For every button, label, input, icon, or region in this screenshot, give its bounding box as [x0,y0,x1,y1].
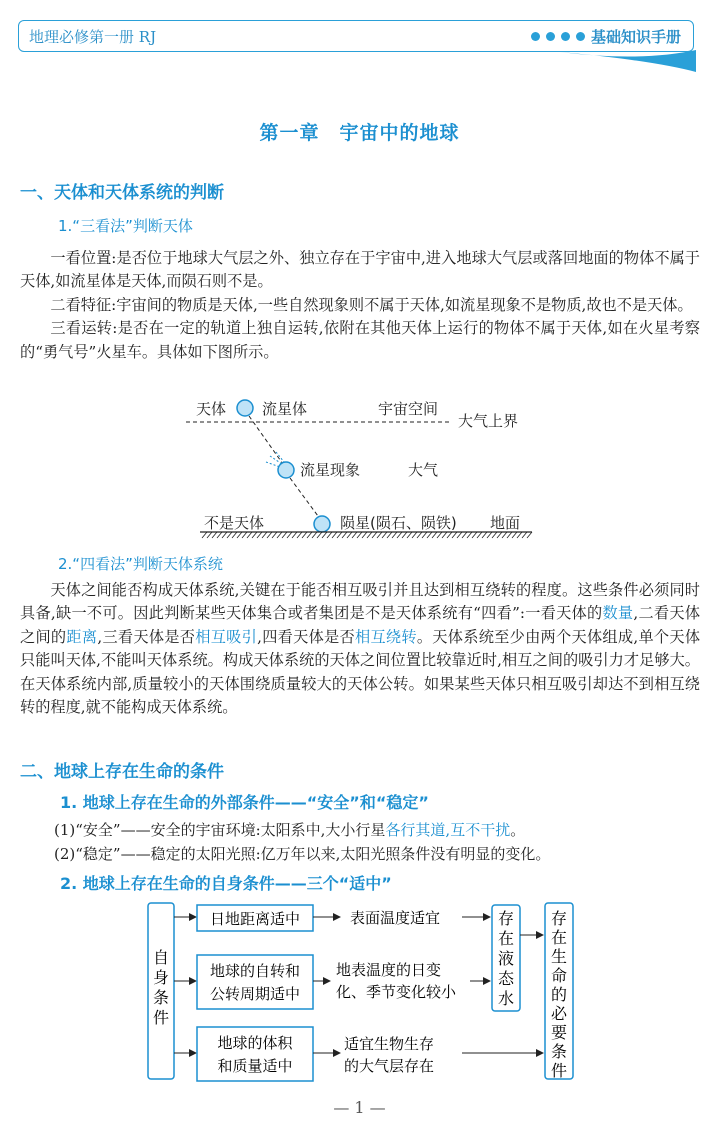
label-yuzhou: 宇宙空间 [378,400,439,418]
svg-text:液: 液 [497,949,515,968]
svg-text:生: 生 [550,947,568,966]
meteoroid-icon [237,400,253,416]
text-temp-change-a: 地表温度的日变 [336,961,442,979]
section1-paragraphs [20,247,700,364]
keyword-distance: 距离 [66,627,98,646]
section2-heading: 二、地球上存在生命的条件 [20,762,224,782]
label-liuxingti: 流星体 [262,400,308,418]
fall-path [290,478,318,516]
label-daqi: 大气 [408,461,439,479]
celestial-body-diagram [0,390,719,540]
svg-text:的: 的 [550,985,568,1004]
section1-sub1: 1.“三看法”判断天体 [58,217,193,235]
svg-text:身: 身 [152,968,170,987]
meteor-path [249,416,283,464]
life-necessary-label [551,909,568,1080]
keyword-orbit: 相互绕转 [354,627,417,646]
para-motion: 三看运转:是否在一定的轨道上独自运转,依附在其他天体上运行的物体不属于天体,如在火星考察的“勇气号”火星车。具体如下图所示。 [20,319,700,361]
svg-text:公转周期适中: 公转周期适中 [209,985,301,1003]
ground-hatching [202,532,532,538]
text-atmosphere-a: 适宜生物生存 [344,1035,435,1053]
svg-text:水: 水 [497,989,515,1008]
para-feature: 二看特征:宇宙间的物质是天体,一些自然现象则不属于天体,如流星现象不是物质,故也不是天体。 [50,295,693,314]
svg-text:件: 件 [550,1061,568,1080]
svg-text:和质量适中: 和质量适中 [217,1057,293,1075]
keyword-attraction: 相互吸引 [195,627,258,646]
header-swoosh-decoration [560,48,700,78]
text-surface-temp: 表面温度适宜 [350,909,441,927]
label-yunxing: 陨星(陨石、陨铁) [340,514,457,532]
svg-text:条: 条 [152,988,170,1007]
svg-text:命: 命 [550,966,568,985]
svg-text:要: 要 [550,1023,568,1042]
label-bushi-tianti: 不是天体 [204,514,265,532]
self-conditions-label [153,948,169,1027]
section1-heading: 一、天体和天体系统的判断 [20,183,224,203]
section1-system-paragraph: 天体之间能否构成天体系统,关键在于能否相互吸引并且达到相互绕转的程度。这些条件必须同时具备,缺一不可。因此判断某些天体集合或者集团是不是天体系统有“四看”:一看天体的数量,二看天体之间的距离,三看天体是否相互吸引,四看天体是否相互绕转。天体系统至少由两个天体组成,单个天体只能叫天体,不能叫天体系统。构成天体系统的天体之间位置比较靠近时,相互之间的吸引力才足够大。在天体系统内部,质量较小的天体围绕质量较大的天体公转。如果某些天体只相互吸引却达不到相互绕转的程度,就不能构成天体系统。 [20,581,701,717]
dot-icon [576,32,585,41]
life-conditions-flowchart [0,895,719,1090]
text-atmosphere-b: 的大气层存在 [344,1057,435,1075]
meteorite-icon [314,516,330,532]
section1-sub2: 2.“四看法”判断天体系统 [58,555,223,573]
label-liuxing-xianxiang: 流星现象 [300,461,361,479]
svg-text:在: 在 [550,928,568,947]
text-temp-change-b: 化、季节变化较小 [336,983,457,1001]
handbook-title [531,26,681,47]
svg-text:存: 存 [550,909,568,928]
svg-text:日地距离适中: 日地距离适中 [209,910,301,928]
keyword-quantity: 数量 [602,604,634,623]
svg-text:存: 存 [497,909,515,928]
svg-text:件: 件 [152,1008,170,1027]
condition-safety: (1)“安全”——安全的宇宙环境:太阳系中,大小行星各行其道,互不干扰。 [54,821,526,839]
svg-text:态: 态 [497,969,515,988]
handbook-title-text: 基础知识手册 [590,28,681,46]
page-number: — 1 — [333,1098,386,1117]
label-tianti: 天体 [196,400,227,418]
svg-text:地球的自转和: 地球的自转和 [209,962,301,980]
svg-text:必: 必 [550,1004,568,1023]
label-daqi-shangjie: 大气上界 [458,412,519,430]
meteor-icon [278,462,294,478]
dot-icon [561,32,570,41]
section2-sub2: 2. 地球上存在生命的自身条件——三个“适中” [60,874,392,893]
svg-text:条: 条 [550,1042,568,1061]
keyword-safety: 各行其道,互不干扰 [385,821,511,839]
label-dimian: 地面 [490,514,521,532]
para-position: 一看位置:是否位于地球大气层之外、独立存在于宇宙中,进入地球大气层或落回地面的物体不属于天体,如流星体是天体,而陨石则不是。 [20,249,700,291]
section2-sub1: 1. 地球上存在生命的外部条件——“安全”和“稳定” [60,793,429,812]
chapter-title: 第一章 宇宙中的地球 [259,122,460,144]
condition-stability: (2)“稳定”——稳定的太阳光照:亿万年以来,太阳光照条件没有明显的变化。 [54,845,551,863]
svg-text:自: 自 [152,948,170,967]
svg-text:在: 在 [497,929,515,948]
liquid-water-label [498,909,515,1008]
book-title: 地理必修第一册 RJ [29,28,157,46]
svg-text:地球的体积: 地球的体积 [217,1034,293,1052]
dot-icon [531,32,540,41]
dot-icon [546,32,555,41]
